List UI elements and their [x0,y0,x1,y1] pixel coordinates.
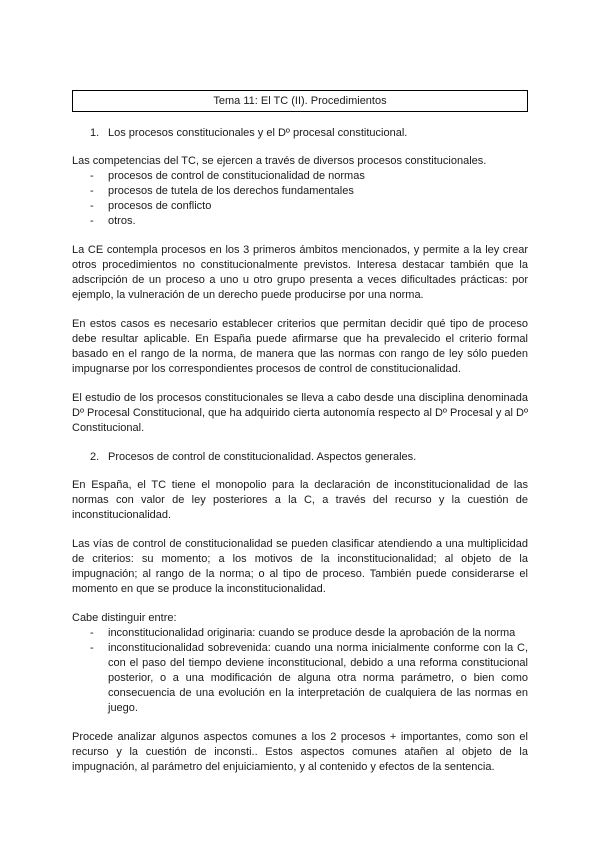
section-2-title: Procesos de control de constitucionalidad. Aspectos generales. [108,451,417,463]
section-1-paragraph-3: El estudio de los procesos constitucionales se lleva a cabo desde una disciplina denominada Dº Procesal Constitucional, que ha adquirido cierta autonomía respecto al Dº Procesal y al Dº Constitucional. [72,392,528,434]
section-1-list [72,169,528,229]
list-item: - otros. [90,215,136,227]
list-item: - procesos de conflicto [90,200,212,212]
document-title: Tema 11: El TC (II). Procedimientos [72,90,528,112]
section-2-list [72,626,528,716]
section-2-intro: Cabe distinguir entre: [72,612,177,624]
section-2-paragraph-3: Procede analizar algunos aspectos comunes a los 2 procesos + importantes, como son el recurso y la cuestión de inconsti.. Estos aspectos comunes atañen al objeto de la impugnación, al parámetro del enjuiciamiento, y al contenido y efectos de la sentencia. [72,731,528,773]
section-1-title: Los procesos constitucionales y el Dº procesal constitucional. [108,127,408,139]
section-1-paragraph-1: La CE contempla procesos en los 3 primeros ámbitos mencionados, y permite a la ley crear otros procedimientos no constitucionalmente previstos. Interesa destacar también que la adscripción de un proceso a uno u otro grupo presenta a veces dificultades prácticas: por ejemplo, la vulneración de un derecho puede producirse por una norma. [72,244,528,301]
list-item: - inconstitucionalidad originaria: cuando se produce desde la aprobación de la norma [90,627,516,639]
section-1-heading [90,126,528,140]
document-page [72,90,528,789]
list-item: - inconstitucionalidad sobrevenida: cuando una norma inicialmente conforme con la C, con el paso del tiempo deviene inconstitucional, debido a una reforma constitucional posterior, o a una modificación de alguna otra norma parámetro, o bien como consecuencia de una evolución en la interpretación de cualquiera de las normas en juego. [90,642,528,714]
section-1-paragraph-2: En estos casos es necesario establecer criterios que permitan decidir qué tipo de proceso debe resultar aplicable. En España puede afirmarse que ha prevalecido el criterio formal basado en el rango de la norma, de manera que las normas con rango de ley sólo pueden impugnarse por los correspondientes procesos de control de constitucionalidad. [72,318,528,375]
section-2-paragraph-2: Las vías de control de constitucionalidad se pueden clasificar atendiendo a una multiplicidad de criterios: su momento; a los motivos de la inconstitucionalidad; al objeto de la impugnación; al rango de la norma; o al tipo de proceso. También puede considerarse el momento en que se produce la inconstitucionalidad. [72,538,528,595]
section-2-heading [90,450,528,464]
section-1-intro: Las competencias del TC, se ejercen a través de diversos procesos constitucionales. [72,155,487,167]
list-item: - procesos de control de constitucionalidad de normas [90,170,365,182]
section-1-number: 1. [90,127,100,139]
list-item: - procesos de tutela de los derechos fundamentales [90,185,354,197]
section-2-paragraph-1: En España, el TC tiene el monopolio para la declaración de inconstitucionalidad de las normas con valor de ley posteriores a la C, a través del recurso y la cuestión de inconstitucionalidad. [72,479,528,521]
section-2-number: 2. [90,451,100,463]
